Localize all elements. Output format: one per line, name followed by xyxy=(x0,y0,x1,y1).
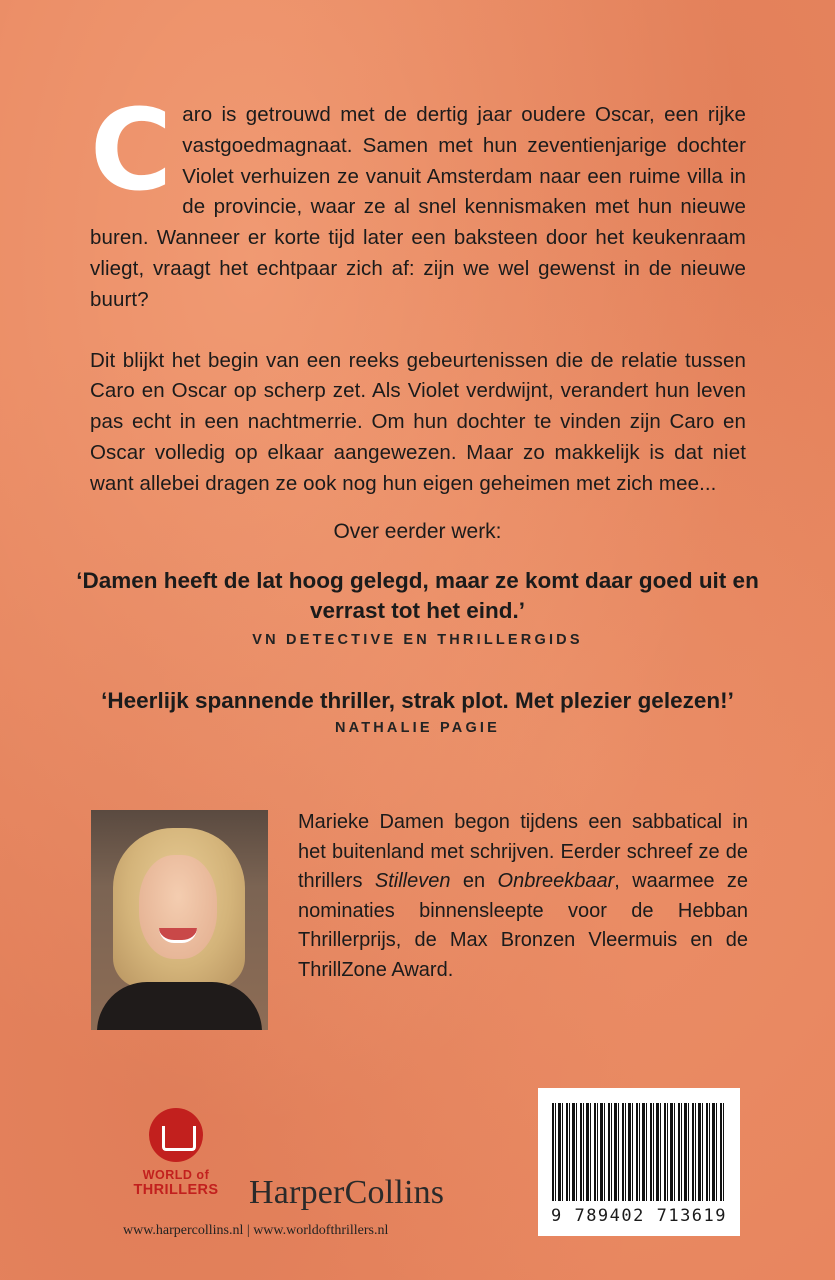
review-source-2: NATHALIE PAGIE xyxy=(334,720,501,736)
logo-line-2: THRILLERS xyxy=(133,1182,219,1198)
blurb xyxy=(90,86,746,500)
bio-text-1: Marieke Damen begon tijdens een sabbatical in het buitenland met schrijven. Eerder schreef ze de thrillers xyxy=(298,811,748,892)
book-icon xyxy=(162,1126,196,1151)
world-of-thrillers-logo xyxy=(121,1108,231,1208)
bio-title-1: Stilleven xyxy=(374,870,451,892)
barcode-bars xyxy=(552,1103,724,1201)
logo-line-1: WORLD of xyxy=(142,1168,210,1182)
author-bio xyxy=(298,808,748,985)
bio-text-3: , waarmee ze nominaties binnensleepte voor de Hebban Thrillerprijs, de Max Bronzen Vleermuis en de ThrillZone Award. xyxy=(298,870,748,981)
author-photo xyxy=(91,810,268,1030)
blurb-paragraph-2: Dit blijkt het begin van een reeks gebeurtenissen die de relatie tussen Caro en Oscar op scherp zet. Als Violet verdwijnt, verandert hun leven pas echt in een nachtmerrie. Om hun dochter te vinden zijn Caro en Oscar volledig op elkaar aangewezen. Maar zo makkelijk is dat niet want allebei dragen ze ook nog hun eigen geheimen met zich mee... xyxy=(90,348,746,495)
bio-title-2: Onbreekbaar xyxy=(497,870,615,892)
bio-text-2: en xyxy=(450,870,498,892)
review-quote-2: ‘Heerlijk spannende thriller, strak plot. Met plezier gelezen!’ xyxy=(101,688,734,713)
review-quote-1: ‘Damen heeft de lat hoog gelegd, maar ze komt daar goed uit en verrast tot het eind.’ xyxy=(76,568,759,623)
reviews-heading: Over eerder werk: xyxy=(333,520,502,543)
barcode xyxy=(538,1088,740,1236)
barcode-number: 9 789402 713619 xyxy=(550,1206,728,1226)
author-face xyxy=(139,855,217,959)
drop-cap: C xyxy=(90,86,173,216)
author-body xyxy=(97,982,262,1030)
publisher-logo: HarperCollins xyxy=(249,1174,445,1211)
blurb-paragraph-1: aro is getrouwd met de dertig jaar oudere Oscar, een rijke vastgoedmagnaat. Samen met hun zeventienjarige dochter Violet verhuizen ze vanuit Amsterdam naar een ruime villa in de provincie, waar ze al snel kennismaken met hun nieuwe buren. Wanneer er korte tijd later een baksteen door het keukenraam vliegt, vraagt het echtpaar zich af: zijn we wel gewenst in de nieuwe buurt? xyxy=(90,103,746,311)
review-source-1: VN DETECTIVE EN THRILLERGIDS xyxy=(252,632,583,648)
publisher-urls: www.harpercollins.nl | www.worldofthrillers.nl xyxy=(123,1223,389,1238)
